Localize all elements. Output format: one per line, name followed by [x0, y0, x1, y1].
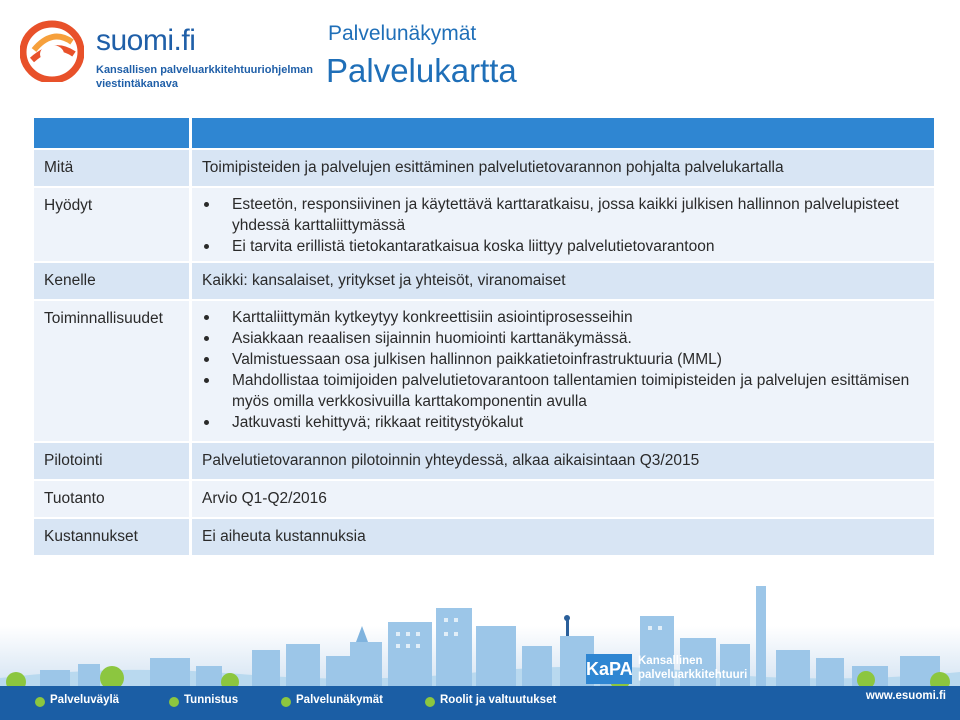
row-label: Mitä — [34, 150, 189, 186]
table-header-row — [34, 118, 934, 150]
suomi-fi-logo — [14, 14, 314, 96]
logo-brand: suomi.fi — [96, 24, 196, 57]
row-label: Kustannukset — [34, 519, 189, 555]
row-value: Kaikki: kansalaiset, yritykset ja yhteisöt, viranomaiset — [192, 263, 934, 299]
row-label: Hyödyt — [34, 188, 189, 261]
footer-url[interactable]: www.esuomi.fi — [865, 690, 946, 702]
row-label: Toiminnallisuudet — [34, 301, 189, 441]
bullet-dot-icon — [280, 696, 292, 708]
row-value — [192, 188, 934, 261]
row-value: Arvio Q1-Q2/2016 — [192, 481, 934, 517]
row-value: Palvelutietovarannon pilotoinnin yhteydessä, alkaa aikaisintaan Q3/2015 — [192, 443, 934, 479]
list-item: Karttaliittymän kytkeytyy konkreettisiin asiointiprosesseihin — [202, 307, 924, 328]
footer-nav — [0, 686, 960, 720]
row-label: Kenelle — [34, 263, 189, 299]
row-value — [192, 301, 934, 441]
row-label: Pilotointi — [34, 443, 189, 479]
list-item: Mahdollistaa toimijoiden palvelutietovarantoon tallentamien toimipisteiden ja palvelujen esittämisen myös omilla verkkosivuilla karttakomponentin avulla — [202, 370, 924, 412]
logo-tagline: Kansallisen palveluarkkitehtuuriohjelman — [96, 64, 314, 76]
row-value: Ei aiheuta kustannuksia — [192, 519, 934, 555]
nav-item-roolit[interactable]: Roolit ja valtuutukset — [440, 694, 557, 706]
suomi-fi-logo-icon — [20, 20, 84, 82]
kapa-title: Kansallinen — [638, 655, 703, 667]
bullet-list — [202, 307, 924, 433]
logo-tagline: viestintäkanava — [96, 78, 178, 90]
list-item: Valmistuessaan osa julkisen hallinnon paikkatietoinfrastruktuuria (MML) — [202, 349, 924, 370]
table-header-cell — [34, 118, 189, 148]
kapa-title: palveluarkkitehtuuri — [638, 669, 748, 681]
table-row — [34, 188, 934, 263]
table-row — [34, 519, 934, 557]
bullet-dot-icon — [34, 696, 46, 708]
bullet-list — [202, 194, 924, 257]
table-header-cell — [192, 118, 934, 148]
row-label: Tuotanto — [34, 481, 189, 517]
page-title: Palvelukartta — [326, 52, 517, 89]
nav-item-tunnistus[interactable]: Tunnistus — [184, 694, 239, 706]
list-item: Jatkuvasti kehittyvä; rikkaat reititystyökalut — [202, 412, 924, 433]
list-item: Asiakkaan reaalisen sijainnin huomiointi karttanäkymässä. — [202, 328, 924, 349]
table-row — [34, 443, 934, 481]
kapa-mark: KaPA — [586, 654, 632, 684]
list-item: Esteetön, responsiivinen ja käytettävä karttaratkaisu, jossa kaikki julkisen hallinnon palvelupisteet yhdessä karttaliittymässä — [202, 194, 924, 236]
nav-item-palveluvayla[interactable]: Palveluväylä — [50, 694, 120, 706]
page-subtitle: Palvelunäkymät — [328, 22, 477, 45]
list-item: Ei tarvita erillistä tietokantaratkaisua koska liittyy palvelutietovarantoon — [202, 236, 924, 257]
city-skyline-illustration — [0, 586, 960, 694]
table-row — [34, 301, 934, 443]
nav-item-palvelunakymat[interactable]: Palvelunäkymät — [296, 694, 383, 706]
bullet-dot-icon — [424, 696, 436, 708]
info-table — [34, 118, 934, 557]
kapa-logo — [586, 654, 796, 686]
table-row — [34, 150, 934, 188]
row-value: Toimipisteiden ja palvelujen esittäminen palvelutietovarannon pohjalta palvelukartalla — [192, 150, 934, 186]
table-row — [34, 263, 934, 301]
table-row — [34, 481, 934, 519]
bullet-dot-icon — [168, 696, 180, 708]
